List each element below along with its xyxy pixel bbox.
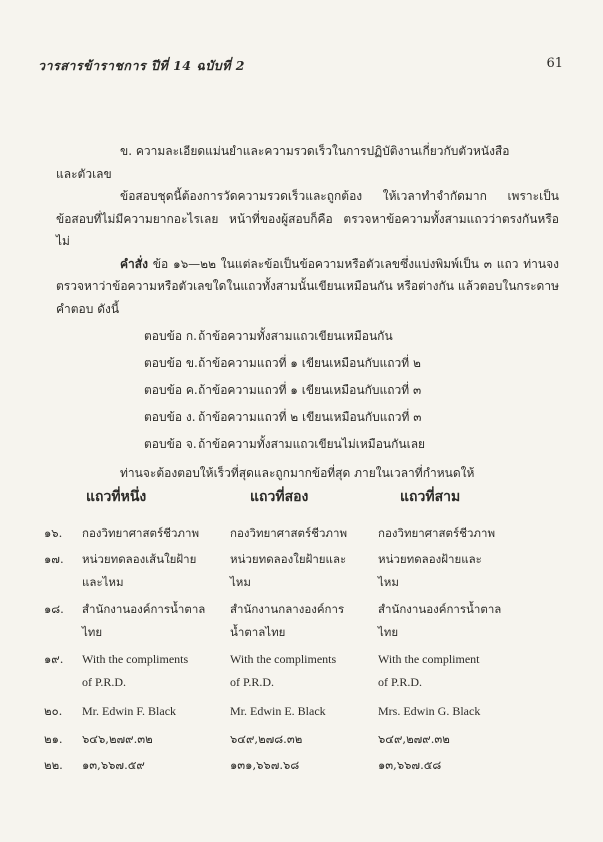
page-header [38, 56, 563, 76]
table-row [44, 700, 566, 728]
answer-option [144, 377, 559, 404]
row-number: ๑๖. [44, 526, 63, 540]
section-body [56, 140, 559, 485]
cell-line: of P.R.D. [230, 675, 275, 689]
cell-line: ๑๓,๖๖๗.๕๙ [82, 758, 145, 772]
cell-line: หน่วยทดลองเส้นใยฝ้าย [82, 552, 197, 566]
option-key: ตอบข้อ ข. [144, 356, 198, 370]
column-header-1: แถวที่หนึ่ง [86, 489, 147, 505]
cell-line: ไทย [378, 625, 399, 639]
table-cell [230, 728, 380, 751]
table-cell [378, 522, 528, 545]
table-row [44, 728, 566, 754]
cell-line: With the compliments [82, 652, 189, 666]
row-number: ๒๒. [44, 758, 63, 772]
table-cell [378, 548, 528, 594]
instruction-paragraph [56, 253, 559, 321]
option-text: ถ้าข้อความทั้งสามแถวเขียนเหมือนกัน [198, 329, 393, 343]
section-heading [56, 140, 559, 163]
table-cell [82, 548, 232, 594]
cell-line: สำนักงานองค์การน้ำตาล [82, 602, 206, 616]
cell-line: กองวิทยาศาสตร์ชีวภาพ [230, 526, 348, 540]
cell-line: Mr. Edwin E. Black [230, 704, 326, 718]
cell-line: น้ำตาลไทย [230, 625, 286, 639]
cell-line: With the compliment [378, 652, 480, 666]
cell-line: Mr. Edwin F. Black [82, 704, 177, 718]
table-cell [378, 648, 528, 694]
option-text: ถ้าข้อความแถวที่ ๑ เขียนเหมือนกับแถวที่ ๓ [198, 383, 422, 397]
cell-line: ๑๓๑,๖๖๗.๖๘ [230, 758, 300, 772]
table-cell [230, 522, 380, 545]
option-key: ตอบข้อ ก. [144, 329, 197, 343]
section-heading-line1: ข. ความละเอียดแม่นยำและความรวดเร็วในการปฏิบัติงานเกี่ยวกับตัวหนังสือ [120, 144, 510, 158]
table-cell [82, 522, 232, 545]
cell-line: กองวิทยาศาสตร์ชีวภาพ [378, 526, 496, 540]
cell-line: ไทย [82, 625, 103, 639]
cell-line: กองวิทยาศาสตร์ชีวภาพ [82, 526, 200, 540]
table-cell [378, 754, 528, 777]
table-cell [230, 700, 380, 723]
cell-line: ๖๔๖,๒๗๙.๓๒ [82, 732, 153, 746]
table-cell [82, 754, 232, 777]
table-cell [378, 598, 528, 644]
column-header-3: แถวที่สาม [400, 489, 461, 505]
section-heading-cont [56, 163, 559, 186]
table-cell [230, 648, 380, 694]
column-header-2: แถวที่สอง [250, 489, 309, 505]
running-title: วารสารข้าราชการ ปีที่ 14 ฉบับที่ 2 [38, 58, 245, 73]
table-row [44, 648, 566, 700]
option-key: ตอบข้อ ค. [144, 383, 198, 397]
option-key: ตอบข้อ ง. [144, 410, 196, 424]
row-number: ๑๘. [44, 602, 64, 616]
answer-options [144, 323, 559, 458]
final-instruction: ท่านจะต้องตอบให้เร็วที่สุดและถูกมากข้อที่สุด ภายในเวลาที่กำหนดให้ [120, 466, 475, 480]
cell-line: และไหม [82, 575, 124, 589]
option-text: ถ้าข้อความแถวที่ ๑ เขียนเหมือนกับแถวที่ ๒ [198, 356, 421, 370]
table-cell [378, 700, 528, 723]
table-cell [230, 548, 380, 594]
option-text: ถ้าข้อความแถวที่ ๒ เขียนเหมือนกับแถวที่ ๓ [198, 410, 422, 424]
cell-line: Mrs. Edwin G. Black [378, 704, 481, 718]
table-row [44, 754, 566, 780]
table-cell [378, 728, 528, 751]
cell-line: ไหม [230, 575, 251, 589]
row-number: ๑๗. [44, 552, 64, 566]
cell-line: of P.R.D. [82, 675, 127, 689]
comparison-table [44, 486, 566, 780]
answer-option [144, 323, 559, 350]
table-cell [230, 598, 380, 644]
row-number: ๒๑. [44, 732, 63, 746]
table-row [44, 548, 566, 598]
answer-option [144, 431, 559, 458]
intro-paragraph: ข้อสอบชุดนี้ต้องการวัดความรวดเร็วและถูกต้อง ให้เวลาทำจำกัดมาก เพราะเป็นข้อสอบที่ไม่มีความยากอะไรเลย หน้าที่ของผู้สอบก็คือ ตรวจหาข้อความทั้งสามแถวว่าตรงกันหรือไม่ [56, 189, 559, 248]
instruction-text: ข้อ ๑๖—๒๒ ในแต่ละข้อเป็นข้อความหรือตัวเลขซึ่งแบ่งพิมพ์เป็น ๓ แถว ท่านจงตรวจหาว่าข้อความหรือตัวเลขใดในแถวทั้งสามนั้นเขียนเหมือนกัน หรือต่างกัน แล้วตอบในกระดาษคำตอบ ดังนี้ [56, 256, 559, 316]
cell-line: หน่วยทดลองฝ้ายและ [378, 552, 482, 566]
row-number: ๑๙. [44, 652, 64, 666]
cell-line: สำนักงานกลางองค์การ [230, 602, 345, 616]
instruction-label: คำสั่ง [120, 256, 148, 271]
cell-line: หน่วยทดลองใยฝ้ายและ [230, 552, 347, 566]
page-number: 61 [546, 56, 563, 71]
answer-option [144, 404, 559, 431]
row-number: ๒๐. [44, 704, 63, 718]
section-heading-line2: และตัวเลข [56, 166, 112, 181]
cell-line: ไหม [378, 575, 399, 589]
cell-line: สำนักงานองค์การน้ำตาล [378, 602, 502, 616]
cell-line: of P.R.D. [378, 675, 423, 689]
table-cell [82, 728, 232, 751]
cell-line: With the compliments [230, 652, 337, 666]
option-text: ถ้าข้อความทั้งสามแถวเขียนไม่เหมือนกันเลย [198, 437, 426, 451]
cell-line: ๖๔๙,๒๗๘.๓๒ [230, 732, 303, 746]
option-key: ตอบข้อ จ. [144, 437, 197, 451]
table-row [44, 522, 566, 548]
table-cell [82, 700, 232, 723]
table-row [44, 598, 566, 648]
answer-option [144, 350, 559, 377]
table-cell [82, 598, 232, 644]
table-header-row [44, 486, 566, 522]
cell-line: ๑๓,๖๖๗.๕๘ [378, 758, 442, 772]
table-cell [82, 648, 232, 694]
table-cell [230, 754, 380, 777]
cell-line: ๖๔๙,๒๗๙.๓๒ [378, 732, 450, 746]
